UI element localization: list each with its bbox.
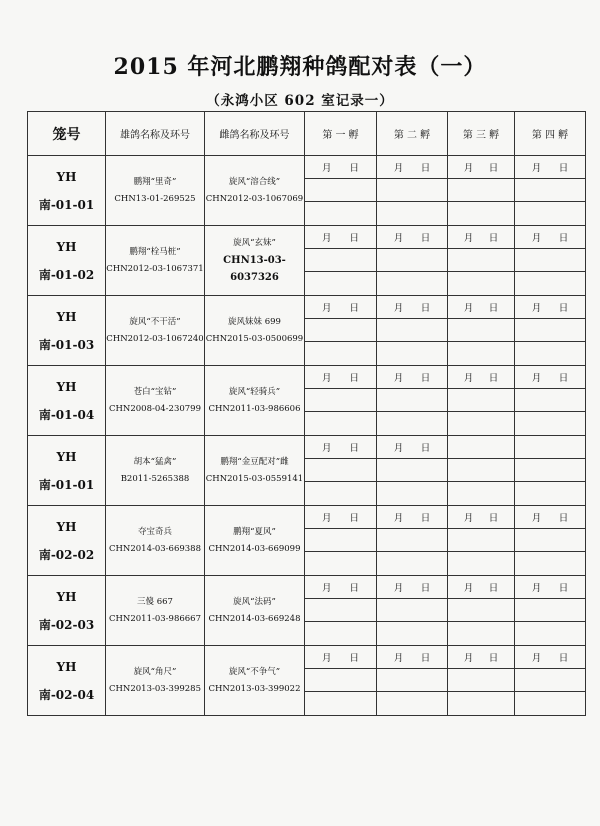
month-label: 月: [321, 233, 332, 244]
female-ring: CHN2014-03-669248: [208, 613, 301, 624]
day-label: 日: [420, 443, 431, 454]
clutch-date-cell: [448, 156, 515, 179]
clutch-blank-cell: [515, 179, 586, 202]
male-bird: [106, 436, 205, 506]
month-label: 月: [531, 373, 542, 384]
clutch-blank-cell: [515, 202, 586, 226]
female-bird: [205, 436, 305, 506]
month-label: 月: [321, 303, 332, 314]
table-row: [28, 226, 586, 249]
clutch-date-cell: [305, 506, 377, 529]
day-label: 日: [558, 653, 569, 664]
clutch-blank-cell: [448, 249, 515, 272]
male-ring: B2011-5265388: [120, 473, 190, 484]
clutch-date-cell: [377, 436, 448, 459]
male-name: 夺宝奇兵: [137, 526, 172, 537]
male-bird: [106, 506, 205, 576]
cage-code: 南-02-02: [38, 547, 95, 562]
clutch-blank-cell: [377, 622, 448, 646]
clutch-blank-cell: [305, 202, 377, 226]
clutch-blank-cell: [305, 552, 377, 576]
clutch-date-cell: [448, 366, 515, 389]
header-cage: 笼号: [28, 112, 106, 156]
female-ring: CHN2015-03-0500699: [205, 333, 304, 344]
female-ring: CHN2015-03-0559141: [205, 473, 304, 484]
clutch-blank-cell: [515, 249, 586, 272]
clutch-date-cell: [377, 366, 448, 389]
male-name: 鹏翔“里奇”: [133, 176, 177, 187]
clutch-blank-cell: [377, 482, 448, 506]
clutch-blank-cell: [515, 692, 586, 716]
clutch-date-cell: [448, 506, 515, 529]
male-ring: CHN2008-04-230799: [109, 403, 201, 414]
male-bird: [106, 156, 205, 226]
day-label: 日: [558, 513, 569, 524]
table-row: [28, 296, 586, 319]
clutch-blank-cell: [448, 599, 515, 622]
month-label: 月: [463, 513, 474, 524]
cage-number: [28, 296, 106, 366]
female-bird: [205, 226, 305, 296]
clutch-blank-cell: [448, 179, 515, 202]
male-bird: [106, 576, 205, 646]
clutch-blank-cell: [377, 202, 448, 226]
clutch-blank-cell: [515, 389, 586, 412]
male-bird: [106, 366, 205, 436]
cage-prefix: YH: [56, 239, 77, 254]
clutch-blank-cell: [377, 669, 448, 692]
female-bird: [205, 576, 305, 646]
day-label: 日: [349, 513, 359, 524]
day-label: 日: [558, 303, 569, 314]
female-ring: CHN13-03-6037326: [223, 255, 286, 283]
day-label: 日: [420, 653, 431, 664]
day-label: 日: [420, 233, 431, 244]
day-label: 日: [558, 583, 569, 594]
day-label: 日: [488, 513, 499, 524]
month-label: 月: [393, 163, 404, 174]
clutch-date-cell: [515, 226, 586, 249]
month-label: 月: [531, 233, 542, 244]
month-label: 月: [321, 373, 332, 384]
table-row: [28, 156, 586, 179]
male-bird: [106, 296, 205, 366]
clutch-blank-cell: [377, 272, 448, 296]
month-label: 月: [393, 583, 404, 594]
clutch-blank-cell: [305, 389, 377, 412]
cage-number: [28, 646, 106, 716]
cage-prefix: YH: [56, 519, 77, 534]
clutch-date-cell: [515, 366, 586, 389]
month-label: 月: [531, 303, 542, 314]
female-name: 鹏翔“夏风”: [233, 526, 276, 537]
clutch-date-cell: [515, 576, 586, 599]
male-ring: CHN2012-03-1067240: [106, 333, 204, 344]
male-ring: CHN2014-03-669388: [109, 543, 201, 554]
month-label: 月: [393, 513, 404, 524]
clutch-blank-cell: [448, 389, 515, 412]
clutch-blank-cell: [448, 459, 515, 482]
female-name: 旋风“法码”: [233, 596, 276, 607]
month-label: 月: [321, 583, 332, 594]
header-clutch-2: 第 二 孵: [377, 112, 448, 156]
clutch-date-cell: [448, 646, 515, 669]
table-row: [28, 366, 586, 389]
cage-number: [28, 156, 106, 226]
clutch-date-cell: [448, 576, 515, 599]
clutch-blank-cell: [515, 272, 586, 296]
clutch-blank-cell: [448, 529, 515, 552]
table-header-row: [28, 112, 586, 156]
month-label: 月: [393, 443, 404, 454]
day-label: 日: [558, 373, 569, 384]
cage-code: 南-01-02: [38, 267, 95, 282]
clutch-date-cell: [448, 296, 515, 319]
clutch-blank-cell: [515, 342, 586, 366]
clutch-date-cell: [515, 506, 586, 529]
cage-code: 南-01-04: [38, 407, 95, 422]
clutch-blank-cell: [515, 459, 586, 482]
clutch-date-cell: [377, 226, 448, 249]
cage-number: [28, 366, 106, 436]
header-clutch-4: 第 四 孵: [515, 112, 586, 156]
clutch-date-cell: [377, 156, 448, 179]
female-name: 旋风“不争气”: [228, 666, 281, 677]
day-label: 日: [420, 303, 431, 314]
day-label: 日: [349, 303, 359, 314]
clutch-blank-cell: [377, 692, 448, 716]
clutch-date-cell: [305, 366, 377, 389]
month-label: 月: [321, 653, 332, 664]
male-ring: CHN2012-03-1067371: [106, 263, 204, 274]
male-name: 旋风“角尺”: [133, 666, 177, 677]
clutch-blank-cell: [377, 412, 448, 436]
female-name: 旋风妹妹 699: [228, 316, 281, 327]
clutch-blank-cell: [377, 459, 448, 482]
day-label: 日: [488, 163, 499, 174]
clutch-blank-cell: [515, 622, 586, 646]
month-label: 月: [463, 303, 474, 314]
day-label: 日: [420, 373, 431, 384]
day-label: 日: [349, 443, 359, 454]
month-label: 月: [463, 233, 474, 244]
day-label: 日: [349, 373, 359, 384]
clutch-blank-cell: [377, 249, 448, 272]
clutch-blank-cell: [448, 202, 515, 226]
clutch-blank-cell: [448, 272, 515, 296]
male-name: 苍白“宝钻”: [133, 386, 177, 397]
clutch-date-cell: [305, 576, 377, 599]
clutch-date-cell: [305, 646, 377, 669]
clutch-blank-cell: [305, 272, 377, 296]
clutch-date-cell: [377, 646, 448, 669]
male-name: 鹏翔“栓马桩”: [129, 246, 181, 257]
clutch-blank-cell: [377, 529, 448, 552]
month-label: 月: [531, 653, 542, 664]
female-bird: [205, 646, 305, 716]
month-label: 月: [463, 653, 474, 664]
day-label: 日: [488, 373, 499, 384]
day-label: 日: [488, 653, 499, 664]
day-label: 日: [349, 233, 359, 244]
cage-code: 南-01-01: [38, 477, 95, 492]
header-clutch-3: 第 三 孵: [448, 112, 515, 156]
clutch-blank-cell: [377, 599, 448, 622]
clutch-date-cell: [515, 156, 586, 179]
clutch-blank-cell: [305, 319, 377, 342]
clutch-blank-cell: [515, 599, 586, 622]
clutch-blank-cell: [305, 482, 377, 506]
clutch-blank-cell: [377, 389, 448, 412]
clutch-date-cell: [515, 646, 586, 669]
clutch-blank-cell: [305, 249, 377, 272]
month-label: 月: [531, 583, 542, 594]
clutch-blank-cell: [305, 179, 377, 202]
day-label: 日: [349, 163, 359, 174]
female-bird: [205, 296, 305, 366]
cage-prefix: YH: [56, 379, 77, 394]
day-label: 日: [349, 653, 359, 664]
cage-code: 南-01-01: [38, 197, 95, 212]
clutch-date-cell: [305, 156, 377, 179]
table-row: [28, 646, 586, 669]
cage-prefix: YH: [56, 449, 77, 464]
table-row: [28, 576, 586, 599]
male-ring: CHN13-01-269525: [114, 193, 196, 204]
cage-number: [28, 436, 106, 506]
male-bird: [106, 226, 205, 296]
month-label: 月: [321, 513, 332, 524]
female-ring: CHN2014-03-669099: [208, 543, 301, 554]
month-label: 月: [531, 513, 542, 524]
cage-code: 南-01-03: [38, 337, 95, 352]
clutch-blank-cell: [448, 622, 515, 646]
clutch-blank-cell: [515, 319, 586, 342]
male-ring: CHN2011-03-986667: [109, 613, 201, 624]
clutch-blank-cell: [305, 599, 377, 622]
day-label: 日: [488, 233, 499, 244]
month-label: 月: [463, 163, 474, 174]
clutch-date-cell: [305, 296, 377, 319]
month-label: 月: [393, 233, 404, 244]
clutch-blank-cell: [515, 552, 586, 576]
clutch-blank-cell: [305, 622, 377, 646]
day-label: 日: [488, 583, 499, 594]
day-label: 日: [349, 583, 359, 594]
header-male: 雄鸽名称及环号: [106, 112, 205, 156]
month-label: 月: [393, 653, 404, 664]
clutch-blank-cell: [305, 669, 377, 692]
female-bird: [205, 506, 305, 576]
female-name: 旋风“轻骑兵”: [228, 386, 281, 397]
female-name: 旋风“溶合线”: [228, 176, 281, 187]
clutch-date-cell: [377, 296, 448, 319]
month-label: 月: [393, 373, 404, 384]
male-name: 胡本“猛禽”: [133, 456, 177, 467]
female-name: 旋风“玄妹”: [233, 238, 276, 248]
day-label: 日: [558, 233, 569, 244]
clutch-blank-cell: [448, 552, 515, 576]
cage-code: 南-02-03: [38, 617, 95, 632]
clutch-blank-cell: [305, 529, 377, 552]
month-label: 月: [393, 303, 404, 314]
clutch-blank-cell: [448, 412, 515, 436]
clutch-blank-cell: [448, 319, 515, 342]
clutch-date-cell: [448, 226, 515, 249]
header-clutch-1: 第 一 孵: [305, 112, 377, 156]
clutch-blank-cell: [515, 529, 586, 552]
month-label: 月: [463, 583, 474, 594]
clutch-blank-cell: [377, 319, 448, 342]
clutch-blank-cell: [305, 412, 377, 436]
table-row: [28, 506, 586, 529]
cage-number: [28, 226, 106, 296]
cage-number: [28, 506, 106, 576]
month-label: 月: [321, 163, 332, 174]
male-name: 旋风“不干活”: [129, 316, 181, 327]
female-name: 鹏翔“金豆配对”雌: [220, 456, 289, 467]
male-name: 三傻 667: [137, 596, 173, 607]
month-label: 月: [321, 443, 332, 454]
pairing-table: [27, 111, 586, 716]
male-bird: [106, 646, 205, 716]
cage-prefix: YH: [56, 589, 77, 604]
clutch-blank-cell: [515, 669, 586, 692]
clutch-date-cell: [377, 506, 448, 529]
clutch-date-cell: [515, 436, 586, 459]
month-label: 月: [463, 373, 474, 384]
female-ring: CHN2011-03-986606: [208, 403, 301, 414]
day-label: 日: [420, 163, 431, 174]
female-ring: CHN2012-03-1067069: [205, 193, 304, 204]
clutch-date-cell: [305, 436, 377, 459]
page-subtitle: （永鸿小区 602 室记录一）: [206, 93, 394, 109]
clutch-date-cell: [448, 436, 515, 459]
clutch-date-cell: [305, 226, 377, 249]
month-label: 月: [531, 163, 542, 174]
cage-number: [28, 576, 106, 646]
clutch-blank-cell: [448, 692, 515, 716]
cage-prefix: YH: [56, 659, 77, 674]
clutch-blank-cell: [448, 669, 515, 692]
female-bird: [205, 366, 305, 436]
clutch-blank-cell: [305, 342, 377, 366]
day-label: 日: [420, 513, 431, 524]
clutch-blank-cell: [377, 179, 448, 202]
clutch-blank-cell: [305, 459, 377, 482]
cage-code: 南-02-04: [38, 687, 95, 702]
clutch-blank-cell: [377, 552, 448, 576]
male-ring: CHN2013-03-399285: [109, 683, 201, 694]
cage-prefix: YH: [56, 169, 77, 184]
clutch-date-cell: [515, 296, 586, 319]
day-label: 日: [488, 303, 499, 314]
page-title: 2015 年河北鹏翔种鸽配对表（一）: [113, 54, 487, 80]
clutch-date-cell: [377, 576, 448, 599]
header-female: 雌鸽名称及环号: [205, 112, 305, 156]
clutch-blank-cell: [448, 342, 515, 366]
cage-prefix: YH: [56, 309, 77, 324]
female-bird: [205, 156, 305, 226]
clutch-blank-cell: [515, 482, 586, 506]
clutch-blank-cell: [377, 342, 448, 366]
clutch-blank-cell: [515, 412, 586, 436]
day-label: 日: [420, 583, 431, 594]
female-ring: CHN2013-03-399022: [208, 683, 301, 694]
clutch-blank-cell: [305, 692, 377, 716]
day-label: 日: [558, 163, 569, 174]
clutch-blank-cell: [448, 482, 515, 506]
table-row: [28, 436, 586, 459]
